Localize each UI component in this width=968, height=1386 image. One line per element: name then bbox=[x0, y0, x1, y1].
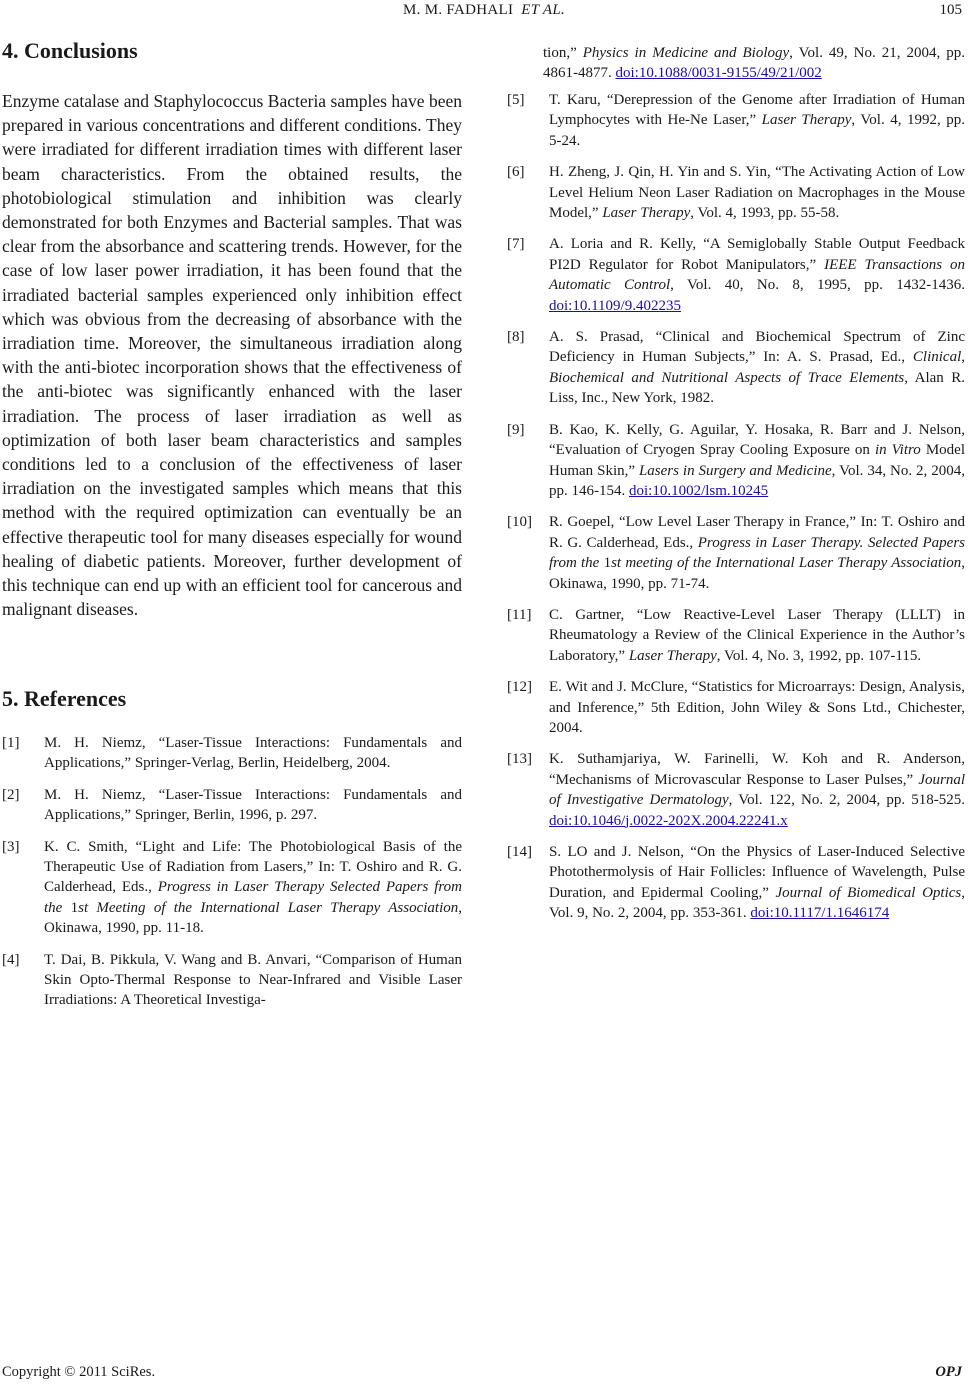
doi-link[interactable]: doi:10.1002/lsm.10245 bbox=[629, 482, 769, 499]
doi-link[interactable]: doi:10.1046/j.0022-202X.2004.22241.x bbox=[549, 812, 788, 829]
reference-number: [1] bbox=[2, 735, 20, 751]
references-heading: 5. References bbox=[2, 686, 127, 711]
reference-text: T. Karu, “Derepression of the Genome after Irradiation of Human Lymphocytes with He-Ne Laser,” Laser Therapy, Vol. 4, 1992, pp. 5-24. bbox=[549, 92, 966, 149]
reference-item bbox=[507, 420, 965, 502]
running-title-et-al: ET AL. bbox=[521, 2, 566, 18]
reference-number: [8] bbox=[507, 329, 525, 346]
running-title: M. M. FADHALI bbox=[402, 2, 514, 18]
reference-number: [9] bbox=[507, 421, 525, 438]
reference-number: [7] bbox=[507, 236, 525, 253]
reference-number: [3] bbox=[2, 838, 20, 855]
reference-text: E. Wit and J. McClure, “Statistics for Microarrays: Design, Analysis, and Inference,” 5th Edition, John Wiley & Sons Ltd., Chichester, 2004. bbox=[549, 679, 965, 736]
reference-text: B. Kao, K. Kelly, G. Aguilar, Y. Hosaka, R. Barr and J. Nelson, “Evaluation of Cryogen Spray Cooling Exposure on in Vitro Model Human Skin,” Lasers in Surgery and Medicine, Vol. 34, No. 2, 2004, pp. 146-154. doi:10.1002/lsm.10245 bbox=[549, 421, 965, 499]
reference-item bbox=[507, 90, 965, 151]
reference-text: K. Suthamjariya, W. Farinelli, W. Koh and R. Anderson, “Mechanisms of Microvascular Response to Laser Pulses,” Journal of Investigative Dermatology, Vol. 122, No. 2, 2004, pp. 518-525. doi:10.1046/j.0022-202X.2004.22241.x bbox=[549, 751, 965, 829]
reference-item bbox=[507, 749, 965, 831]
reference-number: [11] bbox=[507, 606, 532, 623]
reference-number: [12] bbox=[507, 679, 532, 696]
reference-item bbox=[507, 512, 965, 594]
copyright-notice: Copyright © 2011 SciRes. bbox=[2, 1364, 156, 1380]
reference-text: R. Goepel, “Low Level Laser Therapy in France,” In: T. Oshiro and R. G. Calderhead, Eds., Progress in Laser Therapy. Selected Papers from the 1st meeting of the International Laser Therapy Association, Okinawa, 1990, pp. 71-74. bbox=[549, 514, 966, 592]
reference-item bbox=[2, 785, 462, 826]
journal-abbreviation: OPJ bbox=[935, 1364, 962, 1380]
conclusions-heading: 4. Conclusions bbox=[2, 38, 138, 63]
reference-text: T. Dai, B. Pikkula, V. Wang and B. Anvari, “Comparison of Human Skin Opto-Thermal Response to Near-Infrared and Visible Laser Irradiations: A Theoretical Investiga- bbox=[44, 951, 462, 1009]
reference-number: [2] bbox=[2, 786, 20, 803]
doi-link[interactable]: doi:10.1109/9.402235 bbox=[549, 297, 681, 314]
reference-list-right bbox=[507, 90, 965, 935]
reference-number: [13] bbox=[507, 751, 532, 768]
reference-text: M. H. Niemz, “Laser-Tissue Interactions: Fundamentals and Applications,” Springer, Berlin, 1996, p. 297. bbox=[44, 786, 462, 824]
reference-list-left bbox=[2, 733, 462, 1022]
reference-text: A. S. Prasad, “Clinical and Biochemical Spectrum of Zinc Deficiency in Human Subjects,” In: A. S. Prasad, Ed., Clinical, Biochemical and Nutritional Aspects of Trace Elements, Alan R. Liss, Inc., New York, 1982. bbox=[549, 329, 965, 407]
reference-4-continuation: tion,” Physics in Medicine and Biology, Vol. 49, No. 21, 2004, pp. 4861-4877. doi:10.1088/0031-9155/49/21/002 bbox=[543, 45, 965, 82]
doi-link[interactable]: doi:10.1088/0031-9155/49/21/002 bbox=[615, 65, 822, 82]
reference-text: A. Loria and R. Kelly, “A Semiglobally Stable Output Feedback PI2D Regulator for Robot Manipulators,” IEEE Transactions on Automatic Control, Vol. 40, No. 8, 1995, pp. 1432-1436. doi:10.1109/9.402235 bbox=[549, 236, 966, 314]
reference-text: S. LO and J. Nelson, “On the Physics of Laser-Induced Selective Photothermolysis of Hair Follicles: Influence of Wavelength, Pulse Duration, and Epidermal Cooling,” Journal of Biomedical Optics, Vol. 9, No. 2, 2004, pp. 353-361. doi:10.1117/1.1646174 bbox=[549, 844, 965, 922]
reference-text: H. Zheng, J. Qin, H. Yin and S. Yin, “The Activating Action of Low Level Helium Neon Laser Radiation on Macrophages in the Mouse Model,” Laser Therapy, Vol. 4, 1993, pp. 55-58. bbox=[549, 164, 965, 222]
reference-item bbox=[2, 733, 462, 774]
reference-number: [5] bbox=[507, 92, 525, 108]
reference-item bbox=[507, 677, 965, 738]
reference-item bbox=[507, 605, 965, 666]
doi-link[interactable]: doi:10.1117/1.1646174 bbox=[750, 905, 890, 922]
reference-text: M. H. Niemz, “Laser-Tissue Interactions: Fundamentals and Applications,” Springer-Verlag, Berlin, Heidelberg, 2004. bbox=[44, 735, 462, 772]
reference-number: [6] bbox=[507, 164, 525, 181]
reference-text: C. Gartner, “Low Reactive-Level Laser Therapy (LLLT) in Rheumatology a Review of the Clinical Experience in the Author’s Laboratory,” Laser Therapy, Vol. 4, No. 3, 1992, pp. 107-115. bbox=[549, 606, 965, 664]
reference-number: [14] bbox=[507, 844, 532, 860]
conclusions-paragraph: Enzyme catalase and Staphylococcus Bacteria samples have been prepared in various concentrations and different conditions. They were irradiated for different irradiation times with different laser beam characteristics. From the obtained results, the photobiological stimulation and inhibition was clearly demonstrated for both Enzymes and Bacterial samples. That was clear from the absorbance and scattering trends. However, for the case of low laser power irradiation, it has been found that the irradiated bacterial samples experienced only inhibition effect which was obvious from the decreasing of absorbance with the irradiation time. Moreover, the simultaneous irradiation along with the anti-biotec incorporation shows that the effectiveness of the anti-biotec was significantly enhanced with the laser irradiation. The process of laser irradiation as well as optimization of both laser beam characteristics and samples conditions led to a conclusion of the effectiveness of laser irradiation on the investigated samples which means that this method with the required optimization can eventually be an effective therapeutic tool for many diseases especially for wound healing of diabetic patients. Moreover, further development of this technique can end up with an efficient tool for cancerous and malignant diseases. bbox=[2, 91, 462, 620]
reference-item bbox=[507, 234, 965, 316]
reference-number: [4] bbox=[2, 951, 20, 968]
reference-item bbox=[507, 842, 965, 924]
reference-item bbox=[507, 327, 965, 409]
reference-item bbox=[2, 837, 462, 939]
reference-number: [10] bbox=[507, 514, 532, 531]
reference-item bbox=[507, 162, 965, 223]
reference-item bbox=[2, 950, 462, 1011]
page-number: 105 bbox=[939, 2, 962, 18]
reference-text: K. C. Smith, “Light and Life: The Photobiological Basis of the Therapeutic Use of Radiation from Lasers,” In: T. Oshiro and R. G. Calderhead, Eds., Progress in Laser Therapy Selected Papers from the 1st Meeting of the International Laser Therapy Association, Okinawa, 1990, pp. 11-18. bbox=[44, 838, 463, 937]
running-header bbox=[0, 2, 968, 19]
